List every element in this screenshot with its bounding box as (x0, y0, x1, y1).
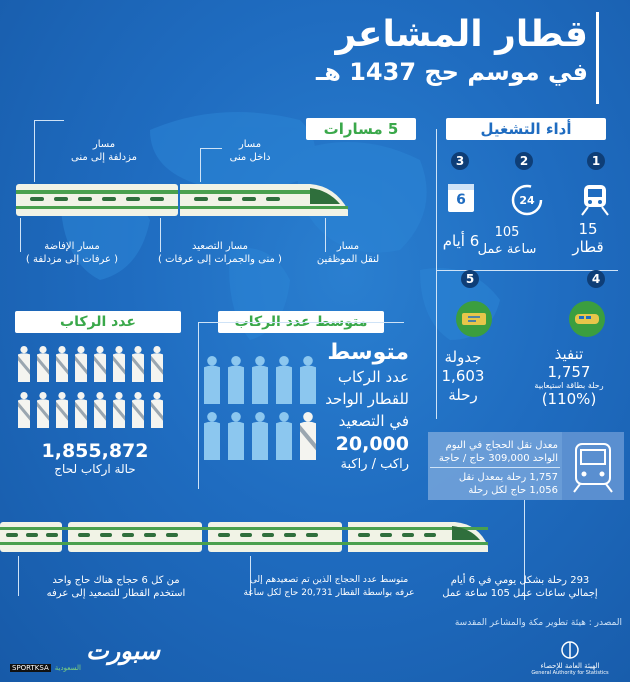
trains-label: قطار (572, 238, 604, 256)
transport-line4: 1,056 حاج لكل رحلة (468, 485, 558, 496)
exec-title: تنفيذ (554, 345, 584, 363)
page-subtitle: في موسم حج 1437 هـ (316, 58, 588, 86)
stat-logo-ar: الهيئة العامة للإحصاء (540, 662, 600, 670)
riders-total-label: حالة اركاب لحاج (54, 462, 136, 476)
schedule-note: رحلة (448, 386, 478, 404)
sport-logo-sub: السعودية (54, 664, 81, 672)
avg-rider-2 (228, 356, 244, 404)
hours-value: 105 (494, 225, 520, 240)
train-icon (580, 183, 610, 217)
operation-tag: أداء التشغيل (446, 118, 606, 140)
route-label-staff: مسار لنقل الموظفين (316, 241, 380, 265)
stat-logo-en: General Authority for Statistics (531, 670, 609, 676)
route-line-2 (200, 148, 201, 182)
pilgrim-2 (37, 346, 49, 382)
pilgrim-16 (151, 392, 163, 428)
pilgrim-11 (56, 392, 68, 428)
route-label-ifadah: مسار الإفاضة ( عرفات إلى مزدلفة ) (25, 241, 119, 265)
op-num-5: 5 (461, 270, 479, 288)
route-label-muzdalifah: مسار مزدلفة إلى منى (70, 139, 138, 163)
op-num-1: 1 (587, 152, 605, 170)
transport-rate-text (430, 439, 558, 465)
op-num-3: 3 (451, 152, 469, 170)
riders-tag: عدد الركاب (15, 311, 181, 333)
pilgrim-6 (113, 346, 125, 382)
source-text: المصدر : هيئة تطوير مكة والمشاعر المقدسة (454, 618, 622, 628)
train-circle-icon (567, 299, 607, 339)
exec-percent: (110%) (541, 390, 597, 408)
pilgrim-13 (94, 392, 106, 428)
pilgrim-5 (94, 346, 106, 382)
avg-riders-line0: متوسط (327, 340, 409, 365)
pilgrim-15 (132, 392, 144, 428)
avg-rider-9 (276, 412, 292, 460)
avg-riders-unit: راكب / راكبة (340, 457, 409, 472)
bottom-line-3 (18, 556, 19, 596)
schedule-block (433, 348, 493, 405)
transport-line3: 1,757 رحلة بمعدل نقل (458, 472, 558, 483)
hours-label: ساعة عمل (477, 242, 537, 257)
avg-rider-7 (228, 412, 244, 460)
title-divider (596, 12, 599, 104)
pilgrim-12 (75, 392, 87, 428)
exec-note: رحلة بطاقة استيعابية (534, 381, 604, 390)
route-line-1h (34, 120, 64, 121)
avg-riders-value: 20,000 (335, 433, 409, 455)
pilgrims-grid (14, 340, 174, 440)
exec-block (524, 345, 614, 408)
pilgrim-4 (75, 346, 87, 382)
routes-tag: 5 مسارات (306, 118, 416, 140)
avg-riders-line3: في التصعيد (338, 412, 409, 430)
avg-rider-4 (276, 356, 292, 404)
calendar-number: 6 (456, 192, 466, 208)
op-value-hours (472, 224, 542, 258)
transport-trips-text (430, 471, 558, 497)
pilgrim-14 (113, 392, 125, 428)
pilgrim-3 (56, 346, 68, 382)
sport-logo-brand: SPORTKSA (12, 664, 49, 672)
stat-logo (520, 640, 620, 676)
pilgrim-8 (151, 346, 163, 382)
riders-total-value: 1,855,872 (41, 440, 149, 462)
op-num-2: 2 (515, 152, 533, 170)
schedule-value: 1,603 (441, 367, 485, 385)
transport-divider (430, 467, 560, 468)
ticket-circle-icon (454, 299, 494, 339)
exec-value: 1,757 (547, 363, 591, 381)
pilgrim-9 (18, 392, 30, 428)
avg-riders-line2: للقطار الواحد (325, 390, 409, 408)
clock-number: 24 (519, 194, 535, 207)
clock-24-icon (510, 183, 544, 217)
days-value: 6 أيام (442, 232, 480, 250)
avg-rider-3 (252, 356, 268, 404)
route-label-mina: مسار داخل منى (229, 139, 271, 163)
route-label-tasid: مسار التصعيد ( منى والجمرات إلى عرفات ) (158, 241, 282, 265)
pilgrim-1 (18, 346, 30, 382)
riders-total-block (0, 440, 190, 476)
bottom-train (0, 518, 490, 558)
avg-rider-6 (204, 412, 220, 460)
avg-rider-8 (252, 412, 268, 460)
avg-riders-line1: عدد الركاب (337, 368, 409, 386)
calendar-icon (448, 184, 474, 212)
route-line-1 (34, 120, 35, 182)
avg-riders-tag: متوسط عدد الركاب (218, 311, 384, 333)
bottom-note-ascent: متوسط عدد الحجاج الذين تم تصعيدهم إلى عرفه بواسطة القطار 20,731 حاج لكل ساعة (243, 575, 415, 598)
transport-train-panel (562, 432, 624, 500)
avg-riders-text (309, 340, 409, 474)
route-train (10, 180, 355, 222)
transport-line2: الواحد 309,000 حاج / حاجة (438, 453, 558, 464)
transport-line1: معدل نقل الحجاج في اليوم (445, 440, 558, 451)
train-front-icon (562, 432, 624, 500)
pilgrim-10 (37, 392, 49, 428)
trains-value: 15 (578, 220, 598, 238)
stat-emblem-icon (555, 640, 585, 660)
schedule-title: جدولة (444, 348, 482, 366)
bottom-note-ratio: من كل 6 حجاج هناك حاج واحد استخدم القطار للتصعيد إلى عرفه (46, 575, 186, 599)
sport-logo-text: سبورت (86, 637, 160, 665)
bottom-note-trips: 293 رحلة بشكل يومي في 6 أيام إجمالي ساعات عمل 105 ساعة عمل (442, 575, 598, 599)
avg-rider-1 (204, 356, 220, 404)
pilgrim-7 (132, 346, 144, 382)
op-num-4: 4 (587, 270, 605, 288)
page-title: قطار المشاعر (335, 14, 588, 55)
sport-logo (10, 638, 160, 674)
op-value-trains (568, 220, 608, 256)
